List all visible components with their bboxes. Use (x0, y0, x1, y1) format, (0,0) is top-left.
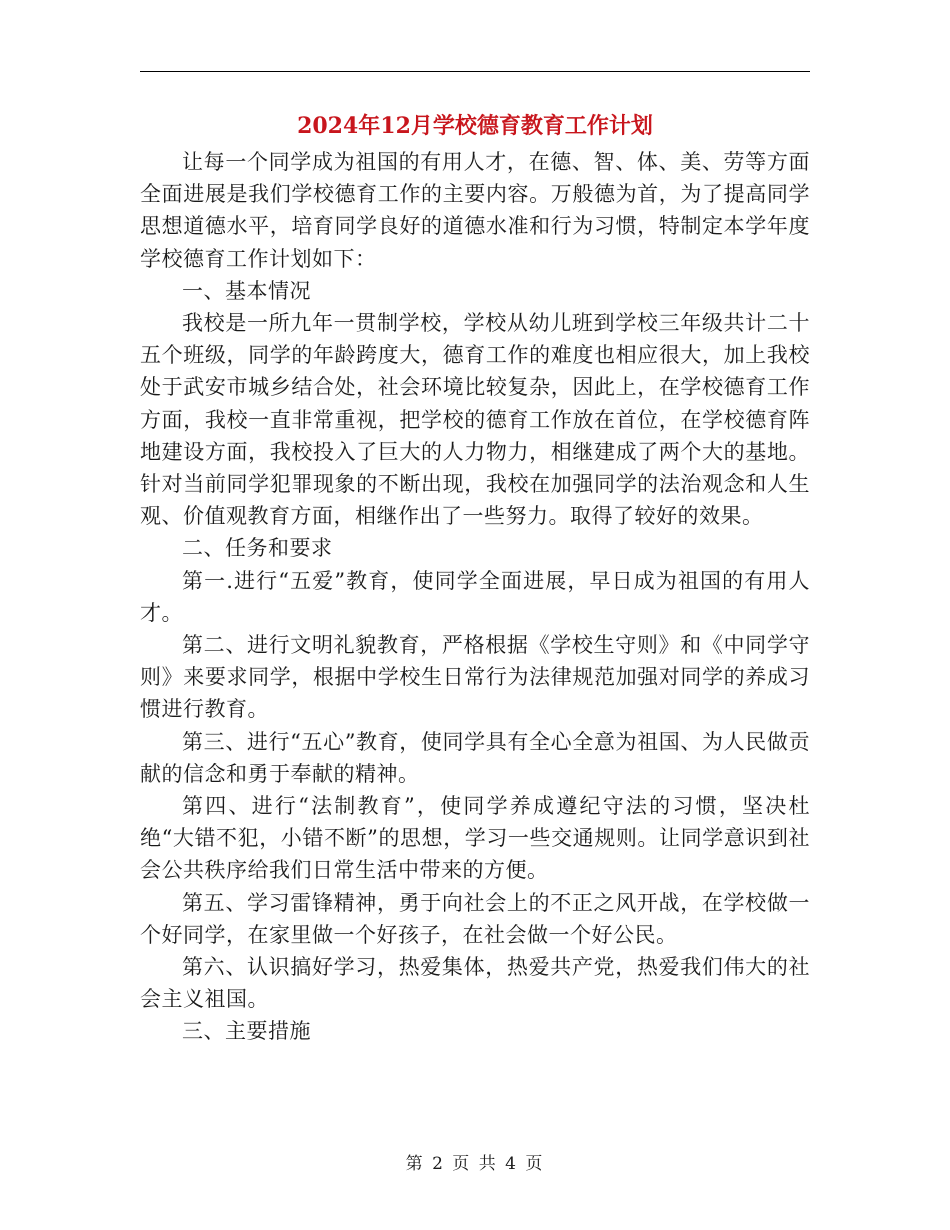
section-heading-basic-situation: 一、基本情况 (182, 278, 311, 303)
task-item-5: 第五、学习雷锋精神，勇于向社会上的不正之风开战，在学校做一个好同学，在家里做一个好孩子，在社会做一个好公民。 (140, 890, 810, 947)
page-number-footer: 第 2 页 共 4 页 (405, 1154, 545, 1174)
document-body (140, 146, 810, 1048)
task-item-1: 第一.进行“五爱”教育，使同学全面进展，早日成为祖国的有用人才。 (140, 568, 810, 625)
document-title: 2024年12月学校德育教育工作计划 (297, 113, 653, 139)
task-item-4: 第四、进行“法制教育”，使同学养成遵纪守法的习惯，坚决杜绝“大错不犯，小错不断”的思想，学习一些交通规则。让同学意识到社会公共秩序给我们日常生活中带来的方便。 (140, 794, 810, 883)
basic-situation-paragraph: 我校是一所九年一贯制学校，学校从幼儿班到学校三年级共计二十五个班级，同学的年龄跨度大，德育工作的难度也相应很大，加上我校处于武安市城乡结合处，社会环境比较复杂，因此上，在学校德育工作方面，我校一直非常重视，把学校的德育工作放在首位，在学校德育阵地建设方面，我校投入了巨大的人力物力，相继建成了两个大的基地。针对当前同学犯罪现象的不断出现，我校在加强同学的法治观念和人生观、价值观教育方面，相继作出了一些努力。取得了较好的效果。 (140, 311, 810, 529)
intro-paragraph: 让每一个同学成为祖国的有用人才，在德、智、体、美、劳等方面全面进展是我们学校德育工作的主要内容。万般德为首，为了提高同学思想道德水平，培育同学良好的道德水准和行为习惯，特制定本学年度学校德育工作计划如下： (140, 150, 810, 271)
task-item-3: 第三、进行“五心”教育，使同学具有全心全意为祖国、为人民做贡献的信念和勇于奉献的精神。 (140, 729, 810, 786)
header-rule (140, 71, 810, 72)
task-item-2: 第二、进行文明礼貌教育，严格根据《学校生守则》和《中同学守则》来要求同学，根据中学校生日常行为法律规范加强对同学的养成习惯进行教育。 (140, 633, 810, 722)
section-heading-tasks: 二、任务和要求 (182, 536, 333, 561)
section-heading-measures: 三、主要措施 (182, 1019, 311, 1044)
task-item-6: 第六、认识搞好学习，热爱集体，热爱共产党，热爱我们伟大的社会主义祖国。 (140, 955, 810, 1012)
